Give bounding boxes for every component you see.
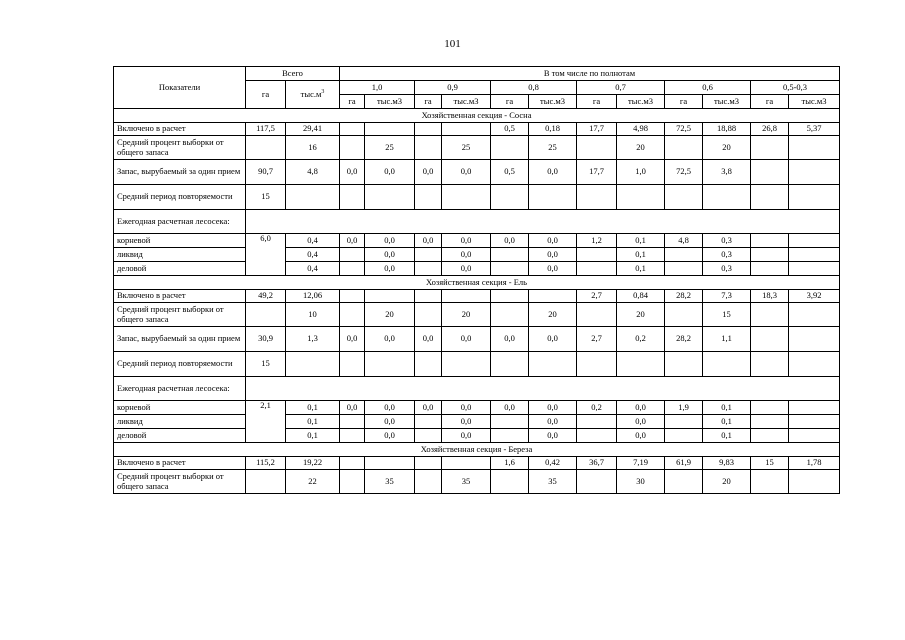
table-cell: [246, 136, 286, 160]
table-row: [114, 210, 840, 234]
table-cell: 4,98: [617, 123, 665, 136]
table-cell: 0,3: [703, 248, 751, 262]
table-cell: [665, 415, 703, 429]
row-label: деловой: [114, 429, 246, 443]
section-title: Хозяйственная секция - Ель: [114, 276, 840, 290]
row-label: Средний период повторяемости: [114, 185, 246, 210]
table-cell: [751, 234, 789, 248]
table-cell: [415, 352, 442, 377]
table-cell: [577, 352, 617, 377]
table-cell: [751, 160, 789, 185]
table-cell: [789, 401, 840, 415]
forest-cut-table: [113, 66, 840, 494]
table-cell: [491, 303, 529, 327]
row-label: Включено в расчет: [114, 123, 246, 136]
table-cell: [415, 457, 442, 470]
table-row: [114, 123, 840, 136]
table-cell: 0,0: [340, 234, 365, 248]
table-cell: 28,2: [665, 290, 703, 303]
table-cell: 0,84: [617, 290, 665, 303]
table-cell: 0,0: [491, 327, 529, 352]
header-unit-ha: га: [577, 95, 617, 109]
table-cell: [340, 457, 365, 470]
table-cell: [340, 470, 365, 494]
table-cell: 9,83: [703, 457, 751, 470]
section-row: [114, 443, 840, 457]
table-cell: [340, 262, 365, 276]
table-cell: [365, 290, 415, 303]
table-cell: [491, 429, 529, 443]
row-label: Средний процент выборки от общего запаса: [114, 303, 246, 327]
table-cell: 0,0: [442, 160, 491, 185]
table-cell: [365, 185, 415, 210]
table-cell: 15: [751, 457, 789, 470]
header-unit-m3: тыс.м3: [365, 95, 415, 109]
table-cell: [415, 248, 442, 262]
table-cell: [442, 352, 491, 377]
row-label: Включено в расчет: [114, 290, 246, 303]
table-cell: [789, 160, 840, 185]
table-cell: [246, 210, 840, 234]
header-unit-ha: га: [415, 95, 442, 109]
table-cell: 5,37: [789, 123, 840, 136]
table-cell: 0,1: [286, 401, 340, 415]
table-cell: 0,0: [415, 327, 442, 352]
table-cell: 2,1: [246, 401, 286, 443]
table-cell: [340, 429, 365, 443]
table-cell: 0,1: [703, 401, 751, 415]
table-cell: [751, 185, 789, 210]
table-cell: [577, 136, 617, 160]
table-cell: 0,0: [365, 401, 415, 415]
table-row: [114, 415, 840, 429]
table-cell: 1,6: [491, 457, 529, 470]
table-cell: 0,1: [286, 429, 340, 443]
table-row: [114, 457, 840, 470]
table-cell: 0,42: [529, 457, 577, 470]
section-title: Хозяйственная секция - Береза: [114, 443, 840, 457]
table-cell: 0,0: [529, 327, 577, 352]
table-row: [114, 248, 840, 262]
table-cell: 61,9: [665, 457, 703, 470]
table-cell: 0,0: [340, 401, 365, 415]
table-cell: 4,8: [286, 160, 340, 185]
table-cell: 17,7: [577, 123, 617, 136]
row-label: деловой: [114, 262, 246, 276]
table-cell: [751, 352, 789, 377]
table-cell: 0,0: [415, 401, 442, 415]
table-cell: [529, 352, 577, 377]
table-cell: [286, 352, 340, 377]
table-cell: 0,0: [529, 248, 577, 262]
table-cell: [751, 429, 789, 443]
table-cell: [789, 470, 840, 494]
table-cell: [491, 262, 529, 276]
table-cell: [617, 185, 665, 210]
table-cell: [340, 352, 365, 377]
table-cell: [340, 185, 365, 210]
table-cell: 30: [617, 470, 665, 494]
table-cell: 0,0: [365, 248, 415, 262]
table-cell: [577, 429, 617, 443]
table-cell: 0,0: [442, 401, 491, 415]
row-label: Средний процент выборки от общего запаса: [114, 470, 246, 494]
table-cell: [665, 470, 703, 494]
header-unit-m3: тыс.м3: [703, 95, 751, 109]
table-cell: 0,1: [286, 415, 340, 429]
table-cell: 20: [703, 470, 751, 494]
table-cell: 0,1: [617, 248, 665, 262]
table-cell: [340, 136, 365, 160]
header-indicator: Показатели: [114, 67, 246, 109]
table-cell: [442, 123, 491, 136]
header-unit-m3: тыс.м3: [442, 95, 491, 109]
table-row: [114, 234, 840, 248]
table-cell: 30,9: [246, 327, 286, 352]
table-cell: 18,88: [703, 123, 751, 136]
header-unit-m3: тыс.м3: [789, 95, 840, 109]
table-cell: [789, 248, 840, 262]
table-cell: 20: [703, 136, 751, 160]
table-cell: [442, 457, 491, 470]
table-cell: 0,1: [617, 234, 665, 248]
table-cell: [665, 248, 703, 262]
table-row: [114, 401, 840, 415]
table-cell: [789, 415, 840, 429]
table-cell: 15: [246, 352, 286, 377]
table-cell: 15: [703, 303, 751, 327]
table-cell: [246, 470, 286, 494]
header-unit-m3: тыс.м3: [617, 95, 665, 109]
table-cell: [789, 429, 840, 443]
table-cell: 0,0: [442, 248, 491, 262]
header-by-density: В том числе по полнотам: [340, 67, 840, 81]
table-cell: 7,3: [703, 290, 751, 303]
row-label: корневой: [114, 234, 246, 248]
table-cell: 0,0: [529, 262, 577, 276]
table-cell: 0,0: [340, 160, 365, 185]
table-cell: [789, 327, 840, 352]
table-cell: [491, 248, 529, 262]
table-cell: [415, 290, 442, 303]
table-cell: 25: [529, 136, 577, 160]
table-cell: 0,0: [442, 429, 491, 443]
table-cell: [751, 470, 789, 494]
table-cell: [577, 185, 617, 210]
table-cell: 0,0: [365, 234, 415, 248]
table-cell: 18,3: [751, 290, 789, 303]
table-cell: [751, 327, 789, 352]
table-cell: 3,92: [789, 290, 840, 303]
table-cell: [340, 415, 365, 429]
table-cell: 0,0: [491, 234, 529, 248]
table-cell: 0,1: [703, 429, 751, 443]
table-cell: 0,0: [415, 160, 442, 185]
table-cell: [491, 290, 529, 303]
table-cell: [491, 415, 529, 429]
table-cell: 15: [246, 185, 286, 210]
table-row: [114, 352, 840, 377]
row-label: Запас, вырубаемый за один прием: [114, 160, 246, 185]
table-cell: 1,2: [577, 234, 617, 248]
table-cell: 0,0: [617, 415, 665, 429]
table-cell: [789, 234, 840, 248]
table-row: [114, 160, 840, 185]
table-cell: 0,5: [491, 123, 529, 136]
section-row: [114, 109, 840, 123]
table-cell: 1,3: [286, 327, 340, 352]
table-cell: [415, 303, 442, 327]
table-cell: [751, 303, 789, 327]
row-label: Ежегодная расчетная лесосека:: [114, 210, 246, 234]
table-cell: 0,0: [365, 429, 415, 443]
table-cell: 35: [365, 470, 415, 494]
header-unit-ha: га: [751, 95, 789, 109]
header-density: 0,5-0,3: [751, 81, 840, 95]
table-cell: 20: [442, 303, 491, 327]
table-row: [114, 327, 840, 352]
table-cell: [415, 429, 442, 443]
row-label: ликвид: [114, 248, 246, 262]
table-cell: 7,19: [617, 457, 665, 470]
table-cell: 1,1: [703, 327, 751, 352]
table-cell: 26,8: [751, 123, 789, 136]
table-cell: 0,4: [286, 248, 340, 262]
table-cell: 0,4: [286, 234, 340, 248]
table-cell: 36,7: [577, 457, 617, 470]
table-cell: [246, 303, 286, 327]
header-density: 0,9: [415, 81, 491, 95]
table-cell: [665, 136, 703, 160]
table-cell: 0,2: [617, 327, 665, 352]
table-cell: 72,5: [665, 160, 703, 185]
table-cell: [577, 262, 617, 276]
table-cell: [751, 248, 789, 262]
table-cell: [789, 185, 840, 210]
table-cell: [577, 248, 617, 262]
table-cell: 1,9: [665, 401, 703, 415]
table-cell: 0,0: [365, 327, 415, 352]
table-row: [114, 290, 840, 303]
table-cell: [751, 415, 789, 429]
table-cell: [617, 352, 665, 377]
header-unit-ha: га: [340, 95, 365, 109]
table-cell: [491, 136, 529, 160]
table-cell: 0,0: [529, 429, 577, 443]
table-cell: [491, 352, 529, 377]
table-cell: [789, 136, 840, 160]
table-cell: 1,0: [617, 160, 665, 185]
table-cell: [529, 290, 577, 303]
table-cell: [340, 123, 365, 136]
row-label: Ежегодная расчетная лесосека:: [114, 377, 246, 401]
table-cell: 0,0: [617, 429, 665, 443]
table-cell: [365, 123, 415, 136]
table-cell: [751, 136, 789, 160]
header-density: 0,6: [665, 81, 751, 95]
table-cell: 0,4: [286, 262, 340, 276]
table-cell: 0,0: [491, 401, 529, 415]
table-cell: [789, 262, 840, 276]
table-cell: 20: [617, 303, 665, 327]
table-cell: 20: [617, 136, 665, 160]
table-cell: 16: [286, 136, 340, 160]
table-cell: 0,18: [529, 123, 577, 136]
table-cell: 20: [529, 303, 577, 327]
table-cell: 0,0: [365, 262, 415, 276]
table-cell: 10: [286, 303, 340, 327]
table-cell: 0,1: [703, 415, 751, 429]
table-cell: 2,7: [577, 290, 617, 303]
table-cell: 0,0: [340, 327, 365, 352]
table-cell: [442, 185, 491, 210]
table-cell: [751, 401, 789, 415]
table-cell: [703, 352, 751, 377]
table-cell: [577, 303, 617, 327]
table-cell: [491, 470, 529, 494]
header-total-m3: $тыс.м^3$: [286, 81, 340, 109]
table-cell: [703, 185, 751, 210]
table-cell: [286, 185, 340, 210]
table-cell: 3,8: [703, 160, 751, 185]
table-row: [114, 136, 840, 160]
table-cell: 0,0: [442, 415, 491, 429]
table-cell: 115,2: [246, 457, 286, 470]
table-cell: [665, 185, 703, 210]
table-cell: 20: [365, 303, 415, 327]
row-label: Запас, вырубаемый за один прием: [114, 327, 246, 352]
table-cell: [529, 185, 577, 210]
header-unit-ha: га: [665, 95, 703, 109]
table-cell: [415, 136, 442, 160]
table-cell: [340, 290, 365, 303]
header-density: 0,8: [491, 81, 577, 95]
table-row: [114, 185, 840, 210]
table-cell: 19,22: [286, 457, 340, 470]
table-cell: [665, 303, 703, 327]
table-cell: 0,0: [365, 160, 415, 185]
table-cell: 0,0: [529, 415, 577, 429]
table-cell: [340, 303, 365, 327]
table-cell: [415, 185, 442, 210]
table-cell: 117,5: [246, 123, 286, 136]
header-unit-m3: тыс.м3: [529, 95, 577, 109]
row-label: Средний процент выборки от общего запаса: [114, 136, 246, 160]
table-cell: 2,7: [577, 327, 617, 352]
table-cell: 0,0: [529, 160, 577, 185]
table-cell: [365, 457, 415, 470]
table-cell: [665, 262, 703, 276]
table-cell: [415, 262, 442, 276]
table-cell: 17,7: [577, 160, 617, 185]
table-cell: 90,7: [246, 160, 286, 185]
table-cell: [665, 352, 703, 377]
table-cell: 12,06: [286, 290, 340, 303]
table-cell: [340, 248, 365, 262]
table-row: [114, 262, 840, 276]
table-cell: 6,0: [246, 234, 286, 276]
table-cell: 0,0: [442, 262, 491, 276]
table-cell: [751, 262, 789, 276]
table-cell: 0,3: [703, 262, 751, 276]
table-cell: 0,2: [577, 401, 617, 415]
table-cell: [789, 352, 840, 377]
table-cell: [665, 429, 703, 443]
header-density: 0,7: [577, 81, 665, 95]
row-label: корневой: [114, 401, 246, 415]
table-cell: [789, 303, 840, 327]
row-label: ликвид: [114, 415, 246, 429]
table-cell: [415, 470, 442, 494]
table-cell: 0,0: [365, 415, 415, 429]
table-row: [114, 429, 840, 443]
table-cell: [442, 290, 491, 303]
table-cell: 35: [442, 470, 491, 494]
table-cell: 29,41: [286, 123, 340, 136]
table-cell: [365, 352, 415, 377]
table-cell: 49,2: [246, 290, 286, 303]
table-row: [114, 470, 840, 494]
table-cell: 35: [529, 470, 577, 494]
section-row: [114, 276, 840, 290]
row-label: Средний период повторяемости: [114, 352, 246, 377]
table-cell: 0,0: [529, 234, 577, 248]
row-label: Включено в расчет: [114, 457, 246, 470]
table-cell: 0,0: [442, 234, 491, 248]
table-cell: 0,0: [442, 327, 491, 352]
table-cell: 1,78: [789, 457, 840, 470]
header-total: Всего: [246, 67, 340, 81]
table-cell: [577, 415, 617, 429]
table-cell: 0,0: [415, 234, 442, 248]
table-cell: [577, 470, 617, 494]
table-cell: 22: [286, 470, 340, 494]
header-density: 1,0: [340, 81, 415, 95]
table-cell: [415, 123, 442, 136]
table-cell: 0,1: [617, 262, 665, 276]
header-total-ha: га: [246, 81, 286, 109]
table-cell: 28,2: [665, 327, 703, 352]
page-number: 101: [444, 38, 461, 50]
header-unit-ha: га: [491, 95, 529, 109]
table-cell: [491, 185, 529, 210]
table-cell: 0,0: [617, 401, 665, 415]
section-title: Хозяйственная секция - Сосна: [114, 109, 840, 123]
table-cell: 4,8: [665, 234, 703, 248]
table-cell: 0,0: [529, 401, 577, 415]
table-cell: 0,5: [491, 160, 529, 185]
table-row: [114, 303, 840, 327]
table-cell: 72,5: [665, 123, 703, 136]
table-cell: [415, 415, 442, 429]
table-cell: [246, 377, 840, 401]
table-cell: 25: [365, 136, 415, 160]
table-cell: 0,3: [703, 234, 751, 248]
table-row: [114, 377, 840, 401]
table-cell: 25: [442, 136, 491, 160]
